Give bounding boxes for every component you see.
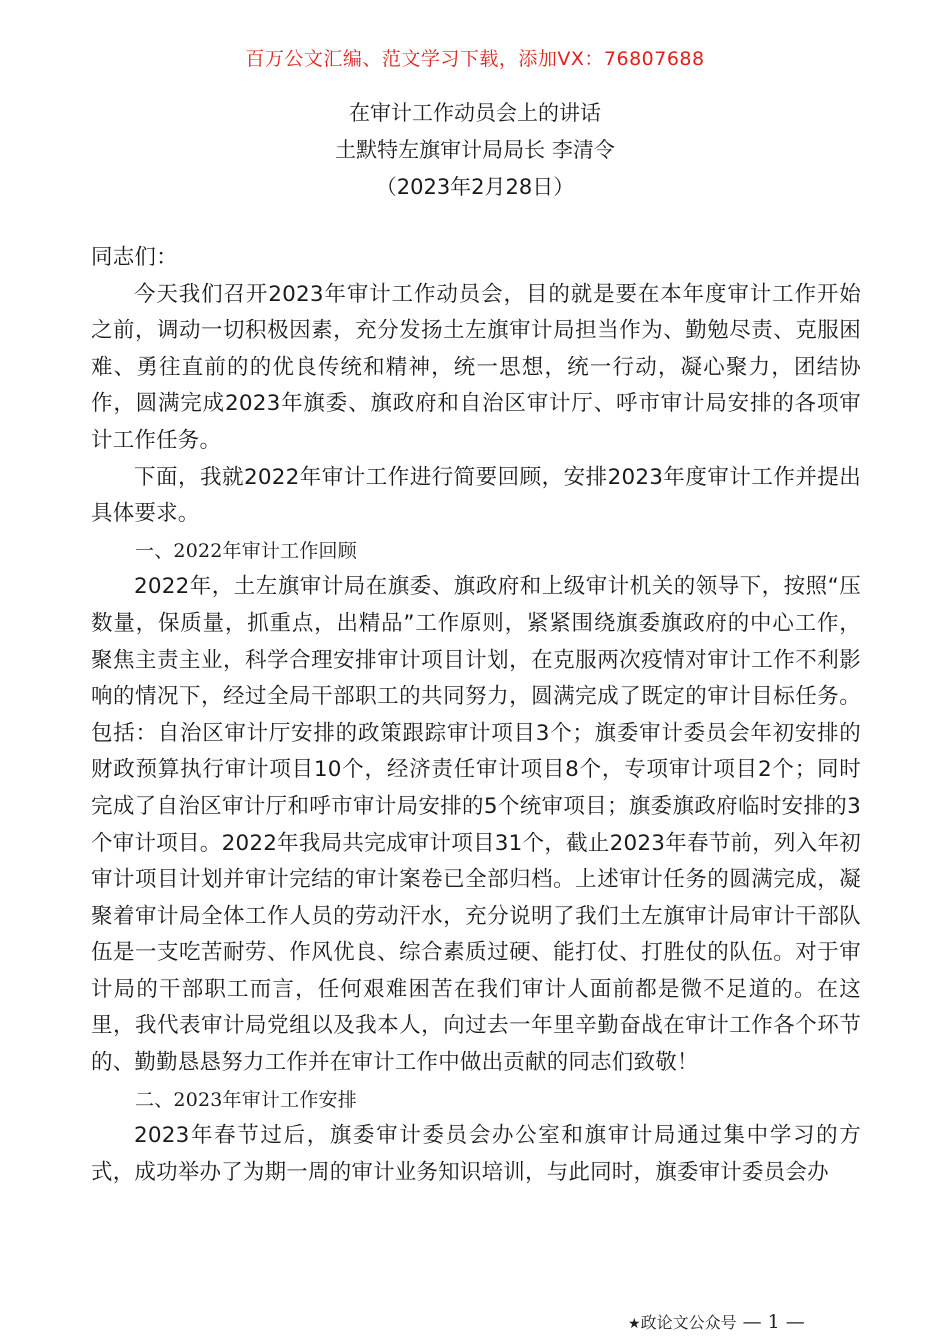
document-body — [91, 240, 861, 1191]
section-heading-plan: 二、2023年审计工作安排 — [135, 1088, 357, 1111]
section-heading-review: 一、2022年审计工作回顾 — [135, 539, 357, 562]
speech-date: （2023年2月28日） — [375, 175, 575, 199]
paragraph-review: 2022年，土左旗审计局在旗委、旗政府和上级审计机关的领导下，按照“压数量，保质量，抓重点，出精品”工作原则，紧紧围绕旗委旗政府的中心工作，聚焦主责主业，科学合理安排审计项目计划，在克服两次疫情对审计工作不利影响的情况下，经过全局干部职工的共同努力，圆满完成了既定的审计目标任务。包括：自治区审计厅安排的政策跟踪审计项目3个；旗委审计委员会年初安排的财政预算执行审计项目10个，经济责任审计项目8个，专项审计项目2个；同时完成了自治区审计厅和呼市审计局安排的5个统审项目；旗委旗政府临时安排的3个审计项目。2022年我局共完成审计项目31个，截止2023年春节前，列入年初审计项目计划并审计完结的审计案卷已全部归档。上述审计任务的圆满完成，凝聚着审计局全体工作人员的劳动汗水，充分说明了我们土左旗审计局审计干部队伍是一支吃苦耐劳、作风优良、综合素质过硬、能打仗、打胜仗的队伍。对于审计局的干部职工而言，任何艰难困苦在我们审计人面前都是微不足道的。在这里，我代表审计局党组以及我本人，向过去一年里辛勤奋战在审计工作各个环节的、勤勤恳恳努力工作并在审计工作中做出贡献的同志们致敬！ — [91, 574, 861, 1076]
title-block — [0, 95, 950, 206]
paragraph-plan: 2023年春节过后，旗委审计委员会办公室和旗审计局通过集中学习的方式，成功举办了为期一周的审计业务知识培训，与此同时，旗委审计委员会办 — [91, 1123, 861, 1185]
star-icon: ★ — [628, 1316, 641, 1332]
paragraph-outline: 下面，我就2022年审计工作进行简要回顾，安排2023年度审计工作并提出具体要求。 — [91, 464, 861, 527]
page-footer — [628, 1310, 805, 1333]
speaker-line: 土默特左旗审计局局长 李清令 — [335, 138, 615, 162]
paragraph-intro: 今天我们召开2023年审计工作动员会，目的就是要在本年度审计工作开始之前，调动一切积极因素，充分发扬土左旗审计局担当作为、勤勉尽责、克服困难、勇往直前的的优良传统和精神，统一思想，统一行动，凝心聚力，团结协作，圆满完成2023年旗委、旗政府和自治区审计厅、呼市审计局安排的各项审计工作任务。 — [91, 281, 861, 453]
watermark-banner: 百万公文汇编、范文学习下载，添加VX：76807688 — [245, 48, 705, 70]
speech-title: 在审计工作动员会上的讲话 — [349, 101, 601, 125]
page-number: — 1 — — [742, 1311, 805, 1333]
footer-label: 政论文公众号 — [640, 1313, 737, 1332]
greeting: 同志们： — [91, 245, 178, 270]
